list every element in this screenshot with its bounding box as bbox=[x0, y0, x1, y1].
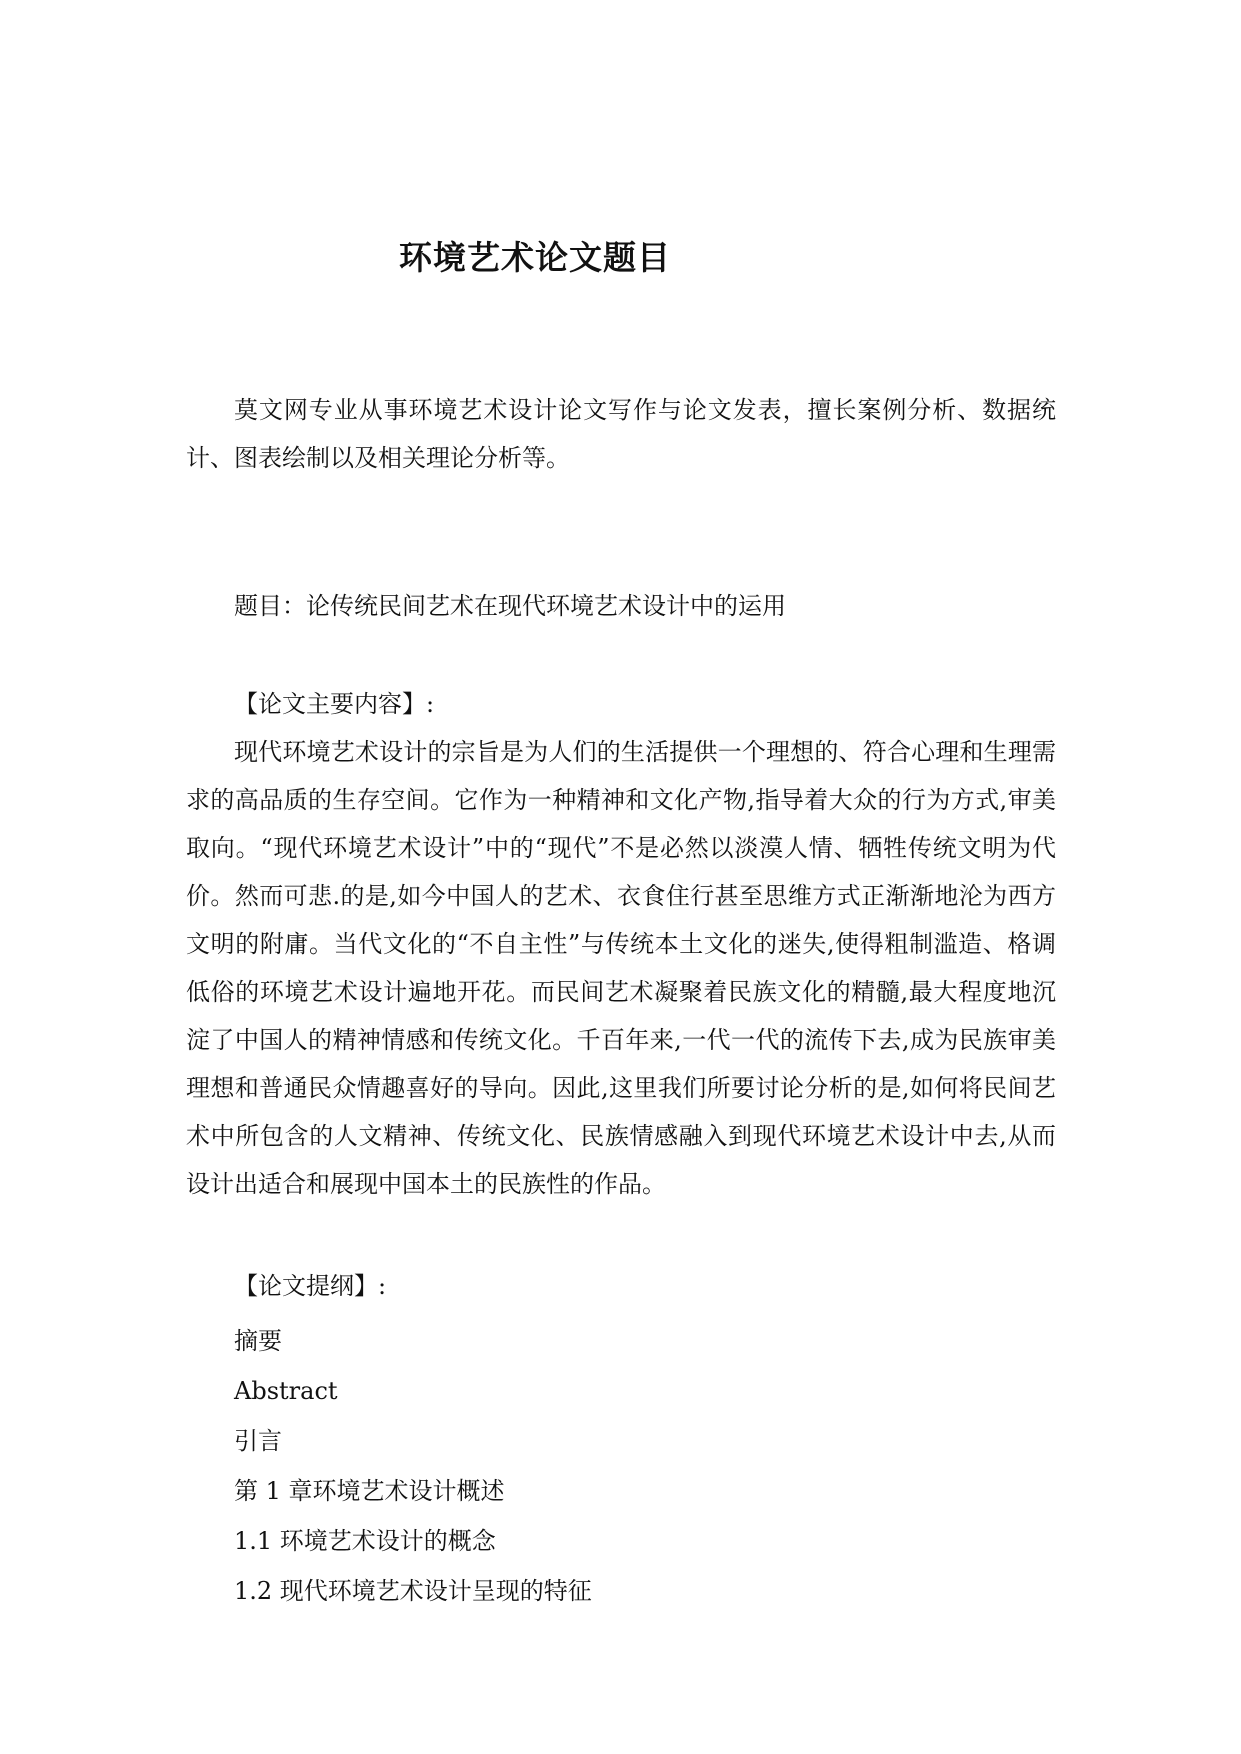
document-title: 环境艺术论文题目 bbox=[399, 238, 671, 277]
outline-item: 摘要 bbox=[234, 1327, 282, 1355]
content-paragraph: 现代环境艺术设计的宗旨是为人们的生活提供一个理想的、符合心理和生理需求的高品质的生存空间。它作为一种精神和文化产物,指导着大众的行为方式,审美取向。“现代环境艺术设计”中的“现代”不是必然以淡漠人情、牺牲传统文明为代价。然而可悲.的是,如今中国人的艺术、衣食住行甚至思维方式正渐渐地沦为西方文明的附庸。当代文化的“不自主性”与传统本土文化的迷失,使得粗制滥造、格调低俗的环境艺术设计遍地开花。而民间艺术凝聚着民族文化的精髓,最大程度地沉淀了中国人的精神情感和传统文化。千百年来,一代一代的流传下去,成为民族审美理想和普通民众情趣喜好的导向。因此,这里我们所要讨论分析的是,如何将民间艺术中所包含的人文精神、传统文化、民族情感融入到现代环境艺术设计中去,从而设计出适合和展现中国本土的民族性的作品。 bbox=[186, 738, 1056, 1198]
outline-list bbox=[234, 1316, 1034, 1616]
outline-item: 引言 bbox=[234, 1427, 282, 1455]
outline-item: Abstract bbox=[234, 1377, 338, 1405]
outline-heading: 【论文提纲】: bbox=[234, 1272, 387, 1300]
intro-paragraph: 莫文网专业从事环境艺术设计论文写作与论文发表，擅长案例分析、数据统计、图表绘制以及相关理论分析等。 bbox=[186, 396, 1056, 472]
outline-item: 1.2 现代环境艺术设计呈现的特征 bbox=[234, 1577, 592, 1605]
outline-item: 第 1 章环境艺术设计概述 bbox=[234, 1477, 505, 1505]
topic-line: 题目：论传统民间艺术在现代环境艺术设计中的运用 bbox=[234, 592, 786, 620]
outline-item: 1.1 环境艺术设计的概念 bbox=[234, 1527, 496, 1555]
content-heading: 【论文主要内容】: bbox=[234, 690, 435, 718]
